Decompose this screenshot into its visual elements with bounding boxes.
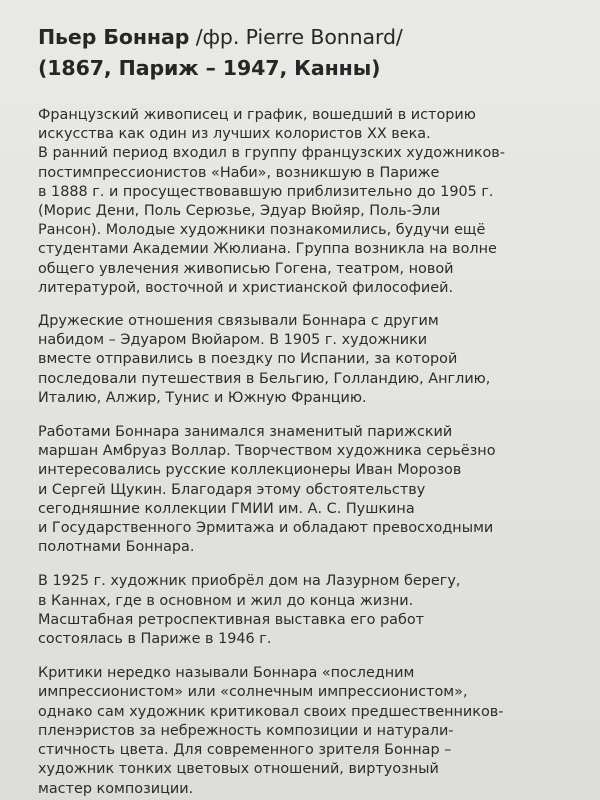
paragraph-5 (38, 664, 600, 798)
title-line-name (38, 22, 600, 53)
text-line: (Морис Дени, Поль Серюзье, Эдуар Вюйяр, Поль-Эли (38, 203, 441, 220)
text-line: Масштабная ретроспективная выставка его работ (38, 611, 425, 628)
text-line: Дружеские отношения связывали Боннара с другим (38, 313, 439, 330)
text-line: состоялась в Париже в 1946 г. (38, 631, 272, 648)
text-line: пленэристов за небрежность композиции и натурали- (38, 722, 454, 739)
text-line: вместе отправились в поездку по Испании, за которой (38, 351, 458, 368)
text-line: искусства как один из лучших колористов XX века. (38, 126, 431, 143)
paragraph-3 (38, 423, 600, 557)
artist-life-dates: (1867, Париж – 1947, Канны) (38, 56, 381, 80)
text-line: набидом – Эдуаром Вюйаром. В 1905 г. художники (38, 332, 428, 349)
text-line: художник тонких цветовых отношений, виртуозный (38, 761, 439, 778)
text-line: Критики нередко называли Боннара «последним (38, 665, 415, 682)
text-line: последовали путешествия в Бельгию, Голландию, Англию, (38, 370, 491, 387)
text-line: общего увлечения живописью Гогена, театром, новой (38, 260, 454, 277)
artist-name-original: /фр. Pierre Bonnard/ (189, 25, 403, 49)
paragraph-4 (38, 572, 600, 649)
biography-text (38, 106, 600, 799)
text-line: В ранний период входил в группу французских художников- (38, 145, 505, 162)
text-line: в Каннах, где в основном и жил до конца жизни. (38, 592, 414, 609)
text-line: интересовались русские коллекционеры Иван Морозов (38, 462, 462, 479)
text-line: и Сергей Щукин. Благодаря этому обстоятельству (38, 481, 426, 498)
page-title (38, 22, 600, 84)
text-line: полотнами Боннара. (38, 539, 195, 556)
text-line: Рансон). Молодые художники познакомились, будучи ещё (38, 222, 486, 239)
paragraph-2 (38, 312, 600, 408)
text-line: Французский живописец и график, вошедший в историю (38, 107, 476, 123)
text-line: Италию, Алжир, Тунис и Южную Францию. (38, 389, 367, 406)
text-line: мастер композиции. (38, 780, 194, 797)
text-line: В 1925 г. художник приобрёл дом на Лазурном берегу, (38, 573, 461, 590)
paragraph-1 (38, 106, 600, 298)
text-line: в 1888 г. и просуществовавшую приблизительно до 1905 г. (38, 183, 494, 200)
text-line: литературой, восточной и христианской философией. (38, 279, 454, 296)
text-line: однако сам художник критиковал своих предшественников- (38, 703, 504, 720)
text-line: и Государственного Эрмитажа и обладают превосходными (38, 520, 494, 537)
text-line: сегодняшние коллекции ГМИИ им. А. С. Пушкина (38, 500, 415, 517)
artist-name: Пьер Боннар (38, 25, 190, 49)
text-line: импрессионистом» или «солнечным импрессионистом», (38, 684, 468, 701)
text-line: Работами Боннара занимался знаменитый парижский (38, 424, 453, 441)
text-line: постимпрессионистов «Наби», возникшую в Париже (38, 164, 440, 181)
text-line: стичность цвета. Для современного зрителя Боннар – (38, 742, 452, 759)
text-line: маршан Амбруаз Воллар. Творчеством художника серьёзно (38, 443, 496, 460)
text-line: студентами Академии Жюлиана. Группа возникла на волне (38, 241, 497, 258)
